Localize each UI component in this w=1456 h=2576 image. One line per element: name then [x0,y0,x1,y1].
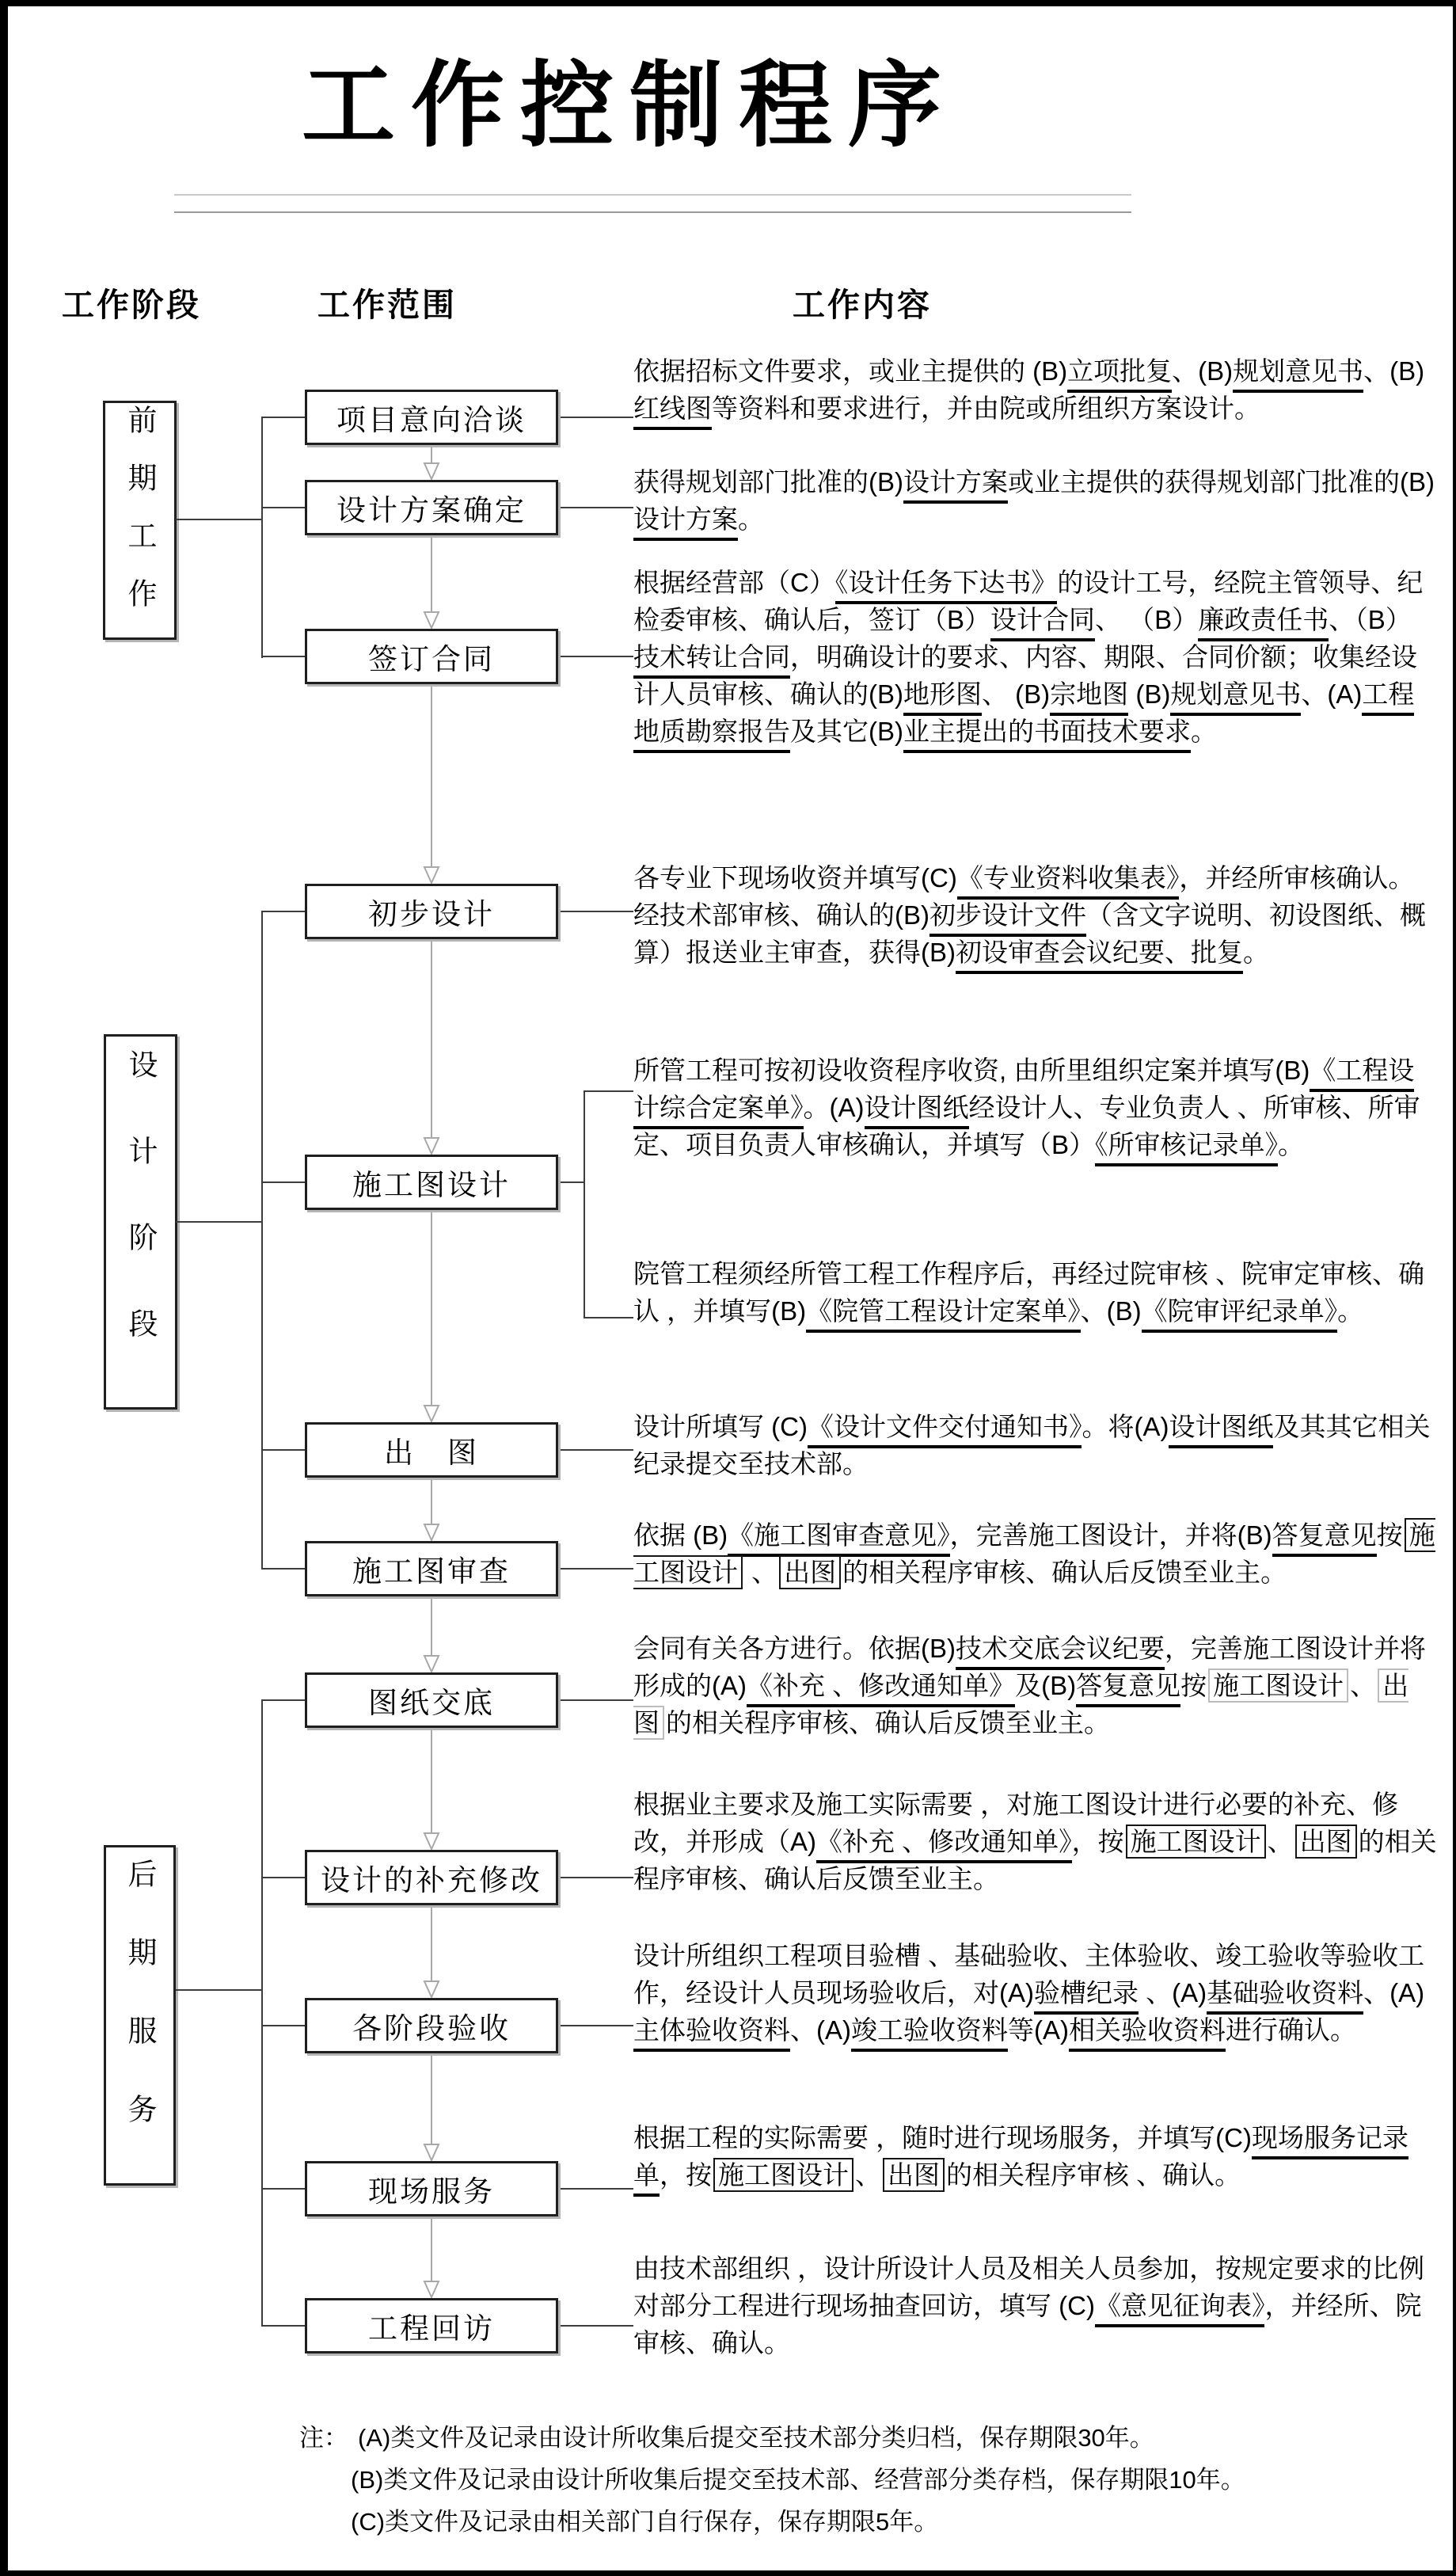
text-run: （含文字说明、初设图纸、概算）报送业主审查，获得(B) [633,900,1426,967]
connector-line [584,1317,633,1318]
text-run: 。 [738,504,764,534]
step-box-project-revisit: 工程回访 [305,2298,558,2353]
boxed-phrase: 出图 [779,1555,841,1589]
text-run: 的设计工号，经院主管领导、纪检委审核、确认后，签订（B） [633,568,1424,634]
underlined-phrase: 《设计任务下达书》 [835,568,1058,604]
underlined-phrase: 验槽纪录 [1034,1978,1139,2015]
connector-line [261,1699,305,1701]
connector-line [261,417,263,658]
underlined-phrase: 设计方案 [633,504,738,541]
flow-arrow [423,2216,440,2298]
flow-arrow [423,939,440,1155]
text-run: 按 [1376,1520,1403,1550]
step-box-drawing-handover: 图纸交底 [305,1672,558,1728]
text-run: 根据业主要求及施工实际需要 ，对施工图设计进行必要的补充、修改，并形成（A) [633,1790,1399,1856]
connector-line [261,1449,305,1451]
underlined-phrase: 《补充 、修改通知单》 [816,1827,1072,1863]
content-block-project-intent [633,352,1437,427]
text-run: 设计所组织工程项目验槽 、基础验收、主体验收、竣工验收等验收工作，经设计人员现场验收后，对(A) [633,1941,1425,2007]
text-run: 。 [1191,717,1217,746]
text-run: 、 [1267,1827,1294,1856]
text-run: 所管工程可按初设收资程序收资, 由所里组织定案并填写(B) [633,1056,1310,1085]
underlined-phrase: 《院管工程设计定案单》 [806,1296,1081,1333]
boxed-phrase: 出图 [883,2158,945,2192]
text-run: 、(A) [1363,1978,1425,2007]
text-run: 及(B) [1015,1671,1077,1700]
connector-line [558,1568,633,1570]
connector-line [261,911,305,912]
title-divider-bottom [174,211,1131,213]
underlined-phrase: 设计图纸 [1169,1412,1273,1448]
text-run: 根据工程的实际需要 ，随时进行现场服务，并填写(C) [633,2123,1252,2152]
notes [299,2417,1245,2543]
connector-line [558,1181,585,1183]
underlined-phrase: 廉政责任书 [1198,605,1329,641]
boxed-phrase: 施工图设计 [633,1518,1435,1589]
title-divider-top [174,194,1131,196]
text-run: ，完善施工图设计并将形成的(A) [633,1634,1426,1700]
text-run: 院管工程须经所管工程工作程序后，再经过院审核 、院审定审核、确认 ，并填写(B) [633,1259,1425,1326]
connector-line [261,2025,305,2026]
text-run: 依据 (B) [633,1520,728,1550]
text-run: 或业主提供的获得规划部门批准的(B) [1008,467,1435,497]
connector-line [584,1090,633,1092]
flow-arrow [423,684,440,884]
underlined-phrase: 初设审查会议纪要、批复 [956,938,1243,974]
underlined-phrase: 现场服务记录单 [633,2123,1408,2197]
note-item-b: (B)类文件及记录由设计所收集后提交至技术部、经营部分类存档，保存期限10年。 [351,2466,1245,2494]
connector-line [558,1449,633,1451]
underlined-phrase: 基础验收资料 [1207,1978,1363,2015]
content-block-project-revisit [633,2250,1437,2361]
text-run: 由技术部组织 ，设计所设计人员及相关人员参加，按规定要求的比例对部分工程进行现场抽查回访，填写 (C) [633,2254,1425,2320]
text-run: ，并经所、院审核、确认。 [633,2291,1422,2357]
underlined-phrase: 工程地质勘察报告 [633,679,1414,753]
underlined-phrase: 主体验收资料 [633,2015,790,2052]
flow-arrow [423,1728,440,1850]
text-run: 、 [744,1558,778,1587]
connector-line [558,656,633,657]
connector-line [558,911,633,912]
connector-line [558,417,633,418]
phase-box-later-service: 后期服务 [104,1845,176,2186]
underlined-phrase: 《补充 、修改通知单》 [747,1671,1015,1707]
text-run: 的相关程序审核、确认后反馈至业主。 [633,1827,1437,1893]
connector-line [176,1221,261,1223]
text-run: 、 （B） [1095,605,1199,634]
boxed-phrase: 施工图设计 [1126,1825,1266,1859]
underlined-phrase: 规划意见书 [1233,356,1363,393]
underlined-phrase: 规划意见书 [1170,679,1301,716]
phase-box-early-stage: 前期工作 [103,401,177,640]
boxed-phrase: 施工图设计 [1208,1669,1348,1703]
text-run: (B) [1128,679,1171,709]
text-run: 、(B) [1172,356,1234,386]
step-box-construction-drawing-design: 施工图设计 [305,1155,558,1210]
text-run: 。(A) [803,1093,865,1122]
text-run: 、 [1350,1671,1377,1700]
underlined-phrase: 《意见征询表》 [1095,2291,1265,2327]
text-run: ，按 [660,2160,712,2190]
connector-line [261,656,305,657]
text-run: 的相关程序审核、确认后反馈至业主。 [666,1708,1110,1737]
connector-line [261,2325,305,2327]
connector-line [558,1699,633,1701]
text-run: ，完善施工图设计，并将(B) [949,1520,1272,1550]
page-title: 工作控制程序 [301,55,957,158]
text-run: 。 [1278,1130,1305,1159]
step-box-contract-signing: 签订合同 [305,629,558,684]
note-line [299,2417,1245,2459]
step-box-design-scheme-confirmation: 设计方案确定 [305,480,558,535]
content-block-site-service [633,2119,1437,2194]
underlined-phrase: 设计图纸 [865,1093,969,1129]
connector-line [261,1877,305,1878]
text-run: 按 [1180,1671,1207,1700]
connector-line [261,1699,263,2327]
text-run: 及其其它相关纪录提交至技术部。 [633,1412,1431,1478]
underlined-phrase: 《院审评纪录单》 [1142,1296,1338,1333]
underlined-phrase: 竣工验收资料 [851,2015,1008,2052]
content-block-contract-signing [633,564,1437,750]
underlined-phrase: 《设计文件交付通知书》 [808,1412,1082,1448]
connector-line [558,507,633,508]
text-run: 。 [1243,938,1269,967]
boxed-phrase: 施工图设计 [713,2158,853,2192]
text-run: 根据经营部（C） [633,568,835,597]
text-run: 进行确认。 [1226,2015,1356,2045]
connector-line [261,507,305,508]
text-run: 的相关程序审核 、确认。 [946,2160,1241,2190]
content-block-design-supplement [633,1786,1437,1897]
flow-arrow [423,1478,440,1541]
text-run: 等资料和要求进行，并由院或所组织方案设计。 [712,394,1260,423]
step-box-design-supplement-modification: 设计的补充修改 [305,1850,558,1905]
connector-line [261,911,263,1570]
connector-line [558,1877,633,1878]
connector-line [584,1090,585,1318]
content-block-cdd-institute [633,1052,1437,1163]
content-block-design-scheme [633,463,1437,538]
text-run: 会同有关各方进行。依据(B) [633,1634,956,1663]
underlined-phrase: 答复意见 [1272,1520,1377,1557]
flow-arrow [423,445,440,480]
underlined-phrase: 《施工图审查意见》 [728,1520,950,1557]
text-run: 、 (B) [982,679,1051,709]
text-run: 、(B) [1363,356,1425,386]
flow-arrow [423,535,440,629]
text-run: ，按 [1071,1827,1124,1856]
underlined-phrase: 初步设计文件 [929,900,1086,937]
text-run: 、(A) [790,2015,851,2045]
step-box-construction-drawing-review: 施工图审查 [305,1541,558,1596]
content-block-stage-acceptance [633,1937,1437,2049]
underlined-phrase: 技术转让合同 [633,642,790,679]
text-run: 、（B） [1329,605,1412,634]
text-run: 设计所填写 (C) [633,1412,808,1441]
underlined-phrase: 《专业资料收集表》 [957,863,1180,900]
boxed-phrase: 出图 [633,1669,1408,1740]
boxed-phrase: 出图 [1295,1825,1357,1859]
text-run: 、 [855,2160,881,2190]
text-run: 等(A) [1008,2015,1069,2045]
underlined-phrase: 宗地图 [1050,679,1128,716]
note-item-a: (A)类文件及记录由设计所收集后提交至技术部分类归档，保存期限30年。 [358,2424,1154,2452]
step-box-stage-acceptance: 各阶段验收 [305,1998,558,2053]
text-run: ，明确设计的要求、内容、期限、合同价额；收集经设计人员审核、确认的(B) [633,642,1417,709]
underlined-phrase: 相关验收资料 [1069,2015,1226,2052]
step-box-project-intent-negotiation: 项目意向洽谈 [305,390,558,445]
flow-arrow [423,1905,440,1998]
text-run: 依据招标文件要求，或业主提供的 (B) [633,356,1068,386]
underlined-phrase: 技术交底会议纪要 [956,1634,1165,1670]
underlined-phrase: 设计方案 [903,467,1008,504]
connector-line [261,1181,305,1183]
content-block-drawing-handover [633,1630,1437,1741]
phase-box-design-stage: 设计阶段 [104,1034,177,1410]
step-box-preliminary-design: 初步设计 [305,884,558,939]
content-block-drawing-output [633,1408,1437,1482]
connector-line [176,519,261,520]
column-header-scope: 工作范围 [317,287,457,323]
text-run: 。将(A) [1082,1412,1169,1441]
connector-line [261,2188,305,2190]
column-header-content: 工作内容 [793,287,932,323]
underlined-phrase: 设计合同 [990,605,1095,641]
note-label: 注： [299,2424,348,2452]
underlined-phrase: 立项批复 [1067,356,1172,393]
underlined-phrase: 《所审核记录单》 [1095,1130,1278,1166]
flow-arrow [423,1596,440,1672]
text-run: 。 [1337,1296,1364,1326]
text-run: 经设计人、专业负责人 、所审核、所审定、项目负责人审核确认，并填写（B） [633,1093,1420,1159]
underlined-phrase: 业主提出的书面技术要求 [903,717,1191,753]
text-run: 的相关程序审核、确认后反馈至业主。 [842,1558,1287,1587]
column-header-phase: 工作阶段 [62,287,201,323]
text-run: 获得规划部门批准的(B) [633,467,903,497]
underlined-phrase: 答复意见 [1076,1671,1180,1707]
connector-line [558,2325,633,2327]
flow-arrow [423,1210,440,1422]
note-item-c: (C)类文件及记录由相关部门自行保存，保存期限5年。 [351,2508,939,2536]
text-run: 及其它(B) [790,717,903,746]
underlined-phrase: 红线图 [633,394,712,430]
connector-line [261,1568,305,1570]
connector-line [558,2188,633,2190]
text-run: ，并经所审核确认。经技术部审核、确认的(B) [633,863,1415,930]
text-run: 、(A) [1139,1978,1207,2007]
flow-arrow [423,2053,440,2161]
underlined-phrase: 地形图 [903,679,982,716]
content-block-drawing-review [633,1516,1437,1591]
text-run: 、(A) [1301,679,1363,709]
connector-line [558,2025,633,2026]
step-box-site-service: 现场服务 [305,2161,558,2216]
step-box-drawing-output: 出 图 [305,1422,558,1478]
text-run: 各专业下现场收资并填写(C) [633,863,957,892]
underlined-phrase: 《工程设计综合定案单》 [633,1056,1414,1129]
text-run: 、(B) [1080,1296,1142,1326]
connector-line [176,1989,261,1991]
content-block-cdd-academy [633,1255,1437,1330]
content-block-preliminary-design [633,859,1437,971]
connector-line [261,417,305,418]
